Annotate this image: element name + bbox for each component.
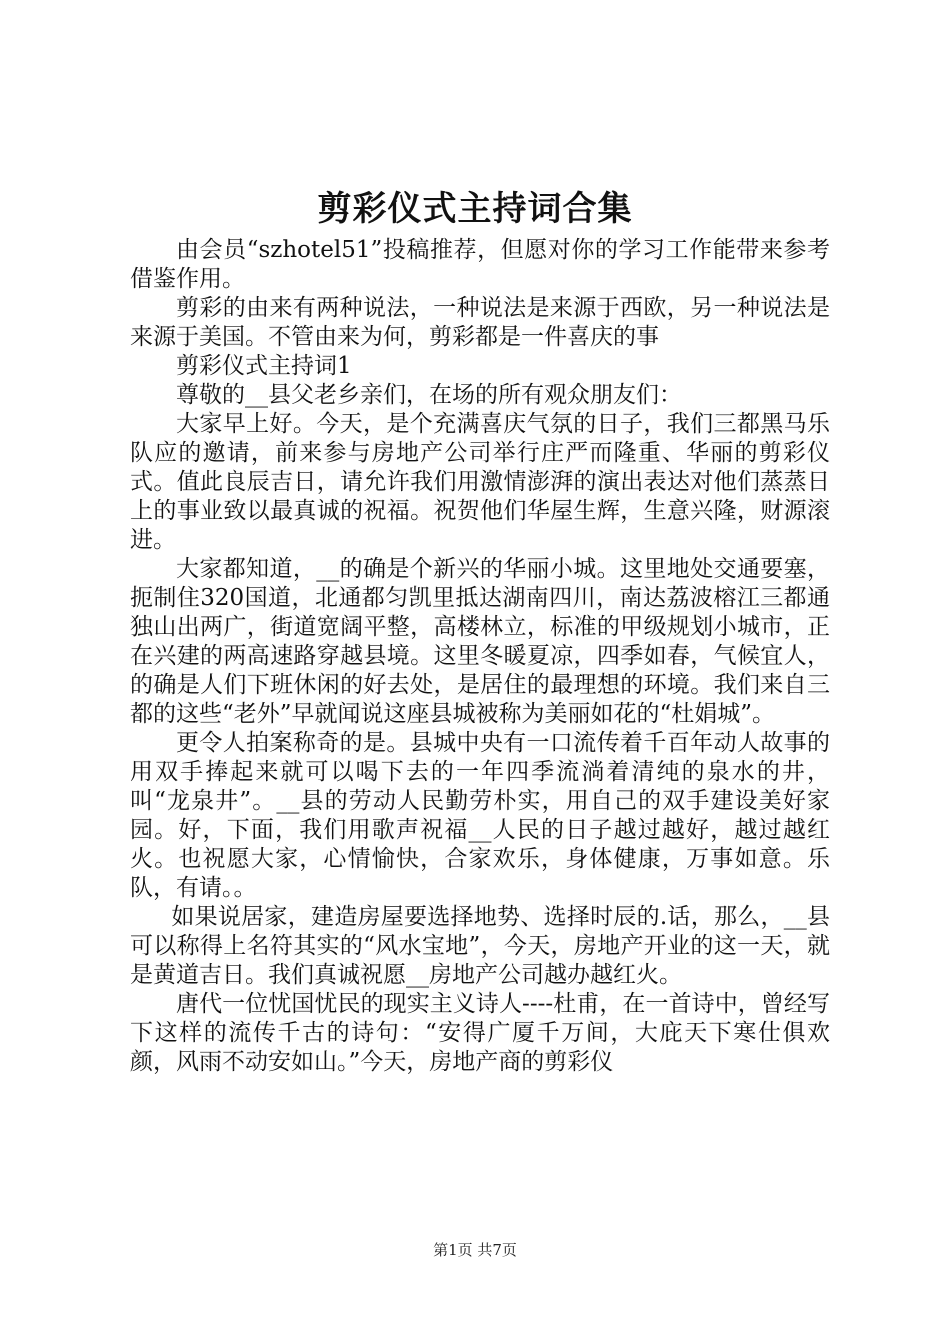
paragraph-origin: 剪彩的由来有两种说法，一种说法是来源于西欧，另一种说法是来源于美国。不管由来为何，剪彩都是一件喜庆的事 <box>130 295 830 350</box>
page-number: 第1页 共7页 <box>433 1241 517 1259</box>
section-heading: 剪彩仪式主持词1 <box>176 353 352 379</box>
document-title: 剪彩仪式主持词合集 <box>317 189 633 229</box>
document-body <box>130 236 830 1077</box>
paragraph-fengshui: 如果说居家，建造房屋要选择地势、选择时辰的.话，那么，__县可以称得上名符其实的“风水宝地”，今天，房地产开业的这一天，就是黄道吉日。我们真诚祝愿__房地产公司越办越红火。 <box>130 904 830 988</box>
paragraph-greeting: 大家早上好。今天，是个充满喜庆气氛的日子，我们三都黑马乐队应的邀请，前来参与房地产公司举行庄严而隆重、华丽的剪彩仪式。值此良辰吉日，请允许我们用激情澎湃的演出表达对他们蒸蒸日上的事业致以最真诚的祝福。祝贺他们华屋生辉，生意兴隆，财源滚进。 <box>130 411 830 553</box>
paragraph-salutation: 尊敬的__县父老乡亲们，在场的所有观众朋友们： <box>176 382 682 408</box>
paragraph-dufu: 唐代一位忧国忧民的现实主义诗人----杜甫，在一首诗中，曾经写下这样的流传千古的诗句：“安得广厦千万间，大庇天下寒仕俱欢颜，风雨不动安如山。”今天，房地产商的剪彩仪 <box>130 991 830 1075</box>
paragraph-intro: 由会员“szhotel51”投稿推荐，但愿对你的学习工作能带来参考借鉴作用。 <box>130 237 830 292</box>
paragraph-well: 更令人拍案称奇的是。县城中央有一口流传着千百年动人故事的用双手捧起来就可以喝下去的一年四季流淌着清纯的泉水的井，叫“龙泉井”。__县的劳动人民勤劳朴实，用自己的双手建设美好家园。好，下面，我们用歌声祝福__人民的日子越过越好，越过越红火。也祝愿大家，心情愉快，合家欢乐，身体健康，万事如意。乐队，有请。。 <box>130 730 830 901</box>
paragraph-city: 大家都知道，__的确是个新兴的华丽小城。这里地处交通要塞，扼制住320国道，北通都匀凯里抵达湖南四川，南达荔波榕江三都通独山出两广，街道宽阔平整，高楼林立，标准的甲级规划小城市，正在兴建的两高速路穿越县境。这里冬暖夏凉，四季如春，气候宜人，的确是人们下班休闲的好去处，是居住的最理想的环境。我们来自三都的这些“老外”早就闻说这座县城被称为美丽如花的“杜娟城”。 <box>130 556 830 727</box>
